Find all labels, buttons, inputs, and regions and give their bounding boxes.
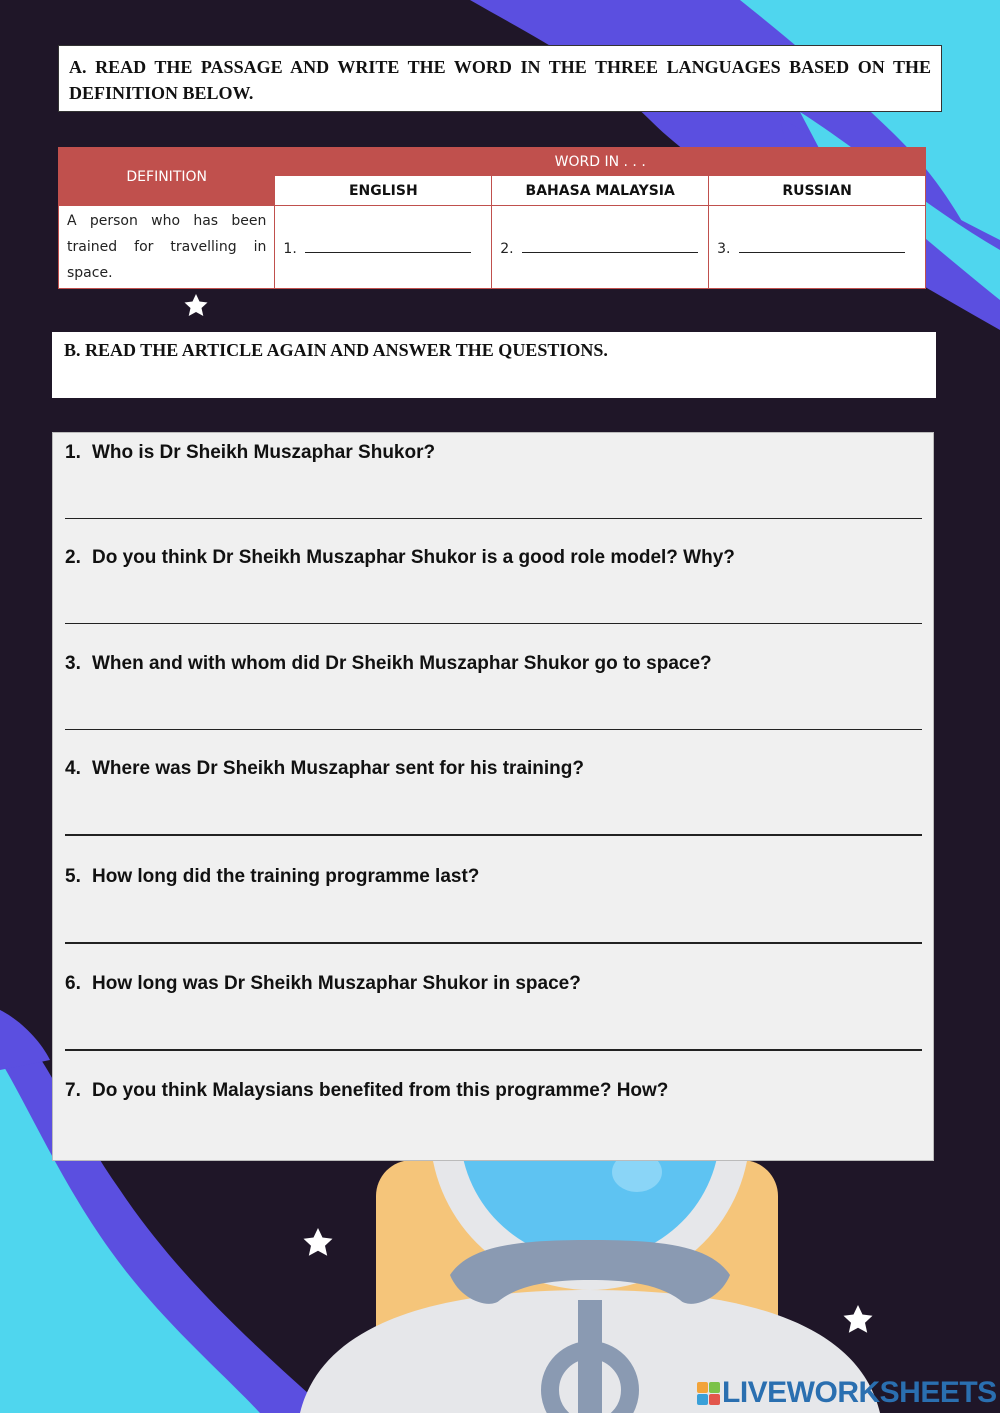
answer-line-5[interactable]: [65, 942, 922, 944]
vocabulary-table: [58, 147, 926, 289]
question-text: How long did the training programme last?: [92, 866, 480, 887]
answer-line-3[interactable]: [65, 729, 922, 730]
english-answer-cell[interactable]: [275, 206, 492, 289]
question-text: Do you think Malaysians benefited from this programme? How?: [92, 1080, 669, 1101]
question-number: 1.: [65, 442, 81, 463]
question-number: 7.: [65, 1080, 81, 1101]
questions-panel: [52, 432, 934, 1161]
liveworksheets-logo: [697, 1376, 997, 1410]
bahasa-malaysia-header: BAHASA MALAYSIA: [492, 176, 709, 206]
question-number: 2.: [65, 547, 81, 568]
question-6: [65, 973, 581, 995]
liveworksheets-logo-icon: [697, 1382, 720, 1405]
question-4: [65, 758, 584, 780]
question-2: [65, 547, 735, 569]
question-text: Do you think Dr Sheikh Muszaphar Shukor is a good role model? Why?: [92, 547, 735, 568]
answer-line-4[interactable]: [65, 834, 922, 836]
bahasa-malaysia-answer-blank[interactable]: [522, 238, 698, 253]
answer-number-2: 2.: [500, 240, 514, 257]
answer-line-2[interactable]: [65, 623, 922, 624]
english-answer-blank[interactable]: [305, 238, 471, 253]
russian-answer-blank[interactable]: [739, 238, 905, 253]
question-number: 4.: [65, 758, 81, 779]
word-in-header: WORD IN . . .: [275, 148, 926, 176]
question-number: 5.: [65, 866, 81, 887]
english-header: ENGLISH: [275, 176, 492, 206]
answer-number-1: 1.: [283, 240, 297, 257]
russian-answer-cell[interactable]: [709, 206, 926, 289]
question-3: [65, 653, 712, 675]
definition-header: DEFINITION: [59, 148, 275, 206]
question-5: [65, 866, 479, 888]
question-text: Who is Dr Sheikh Muszaphar Shukor?: [92, 442, 436, 463]
question-text: How long was Dr Sheikh Muszaphar Shukor in space?: [92, 973, 581, 994]
question-number: 3.: [65, 653, 81, 674]
section-b-instructions: [52, 332, 936, 398]
watermark-text: LIVEWORKSHEETS: [722, 1376, 997, 1409]
russian-header: RUSSIAN: [709, 176, 926, 206]
answer-number-3: 3.: [717, 240, 731, 257]
question-7: [65, 1080, 668, 1102]
section-a-instructions: [58, 45, 942, 112]
question-text: Where was Dr Sheikh Muszaphar sent for his training?: [92, 758, 584, 779]
definition-text: A person who has been trained for travelling in space.: [59, 206, 275, 289]
answer-line-1[interactable]: [65, 518, 922, 519]
answer-line-6[interactable]: [65, 1049, 922, 1051]
section-a-heading: A. READ THE PASSAGE AND WRITE THE WORD IN THE THREE LANGUAGES BASED ON THE DEFINITION BELOW.: [69, 57, 931, 103]
section-b-heading: B. READ THE ARTICLE AGAIN AND ANSWER THE QUESTIONS.: [64, 340, 608, 360]
question-text: When and with whom did Dr Sheikh Muszaphar Shukor go to space?: [92, 653, 712, 674]
question-1: [65, 442, 435, 464]
question-number: 6.: [65, 973, 81, 994]
bahasa-malaysia-answer-cell[interactable]: [492, 206, 709, 289]
